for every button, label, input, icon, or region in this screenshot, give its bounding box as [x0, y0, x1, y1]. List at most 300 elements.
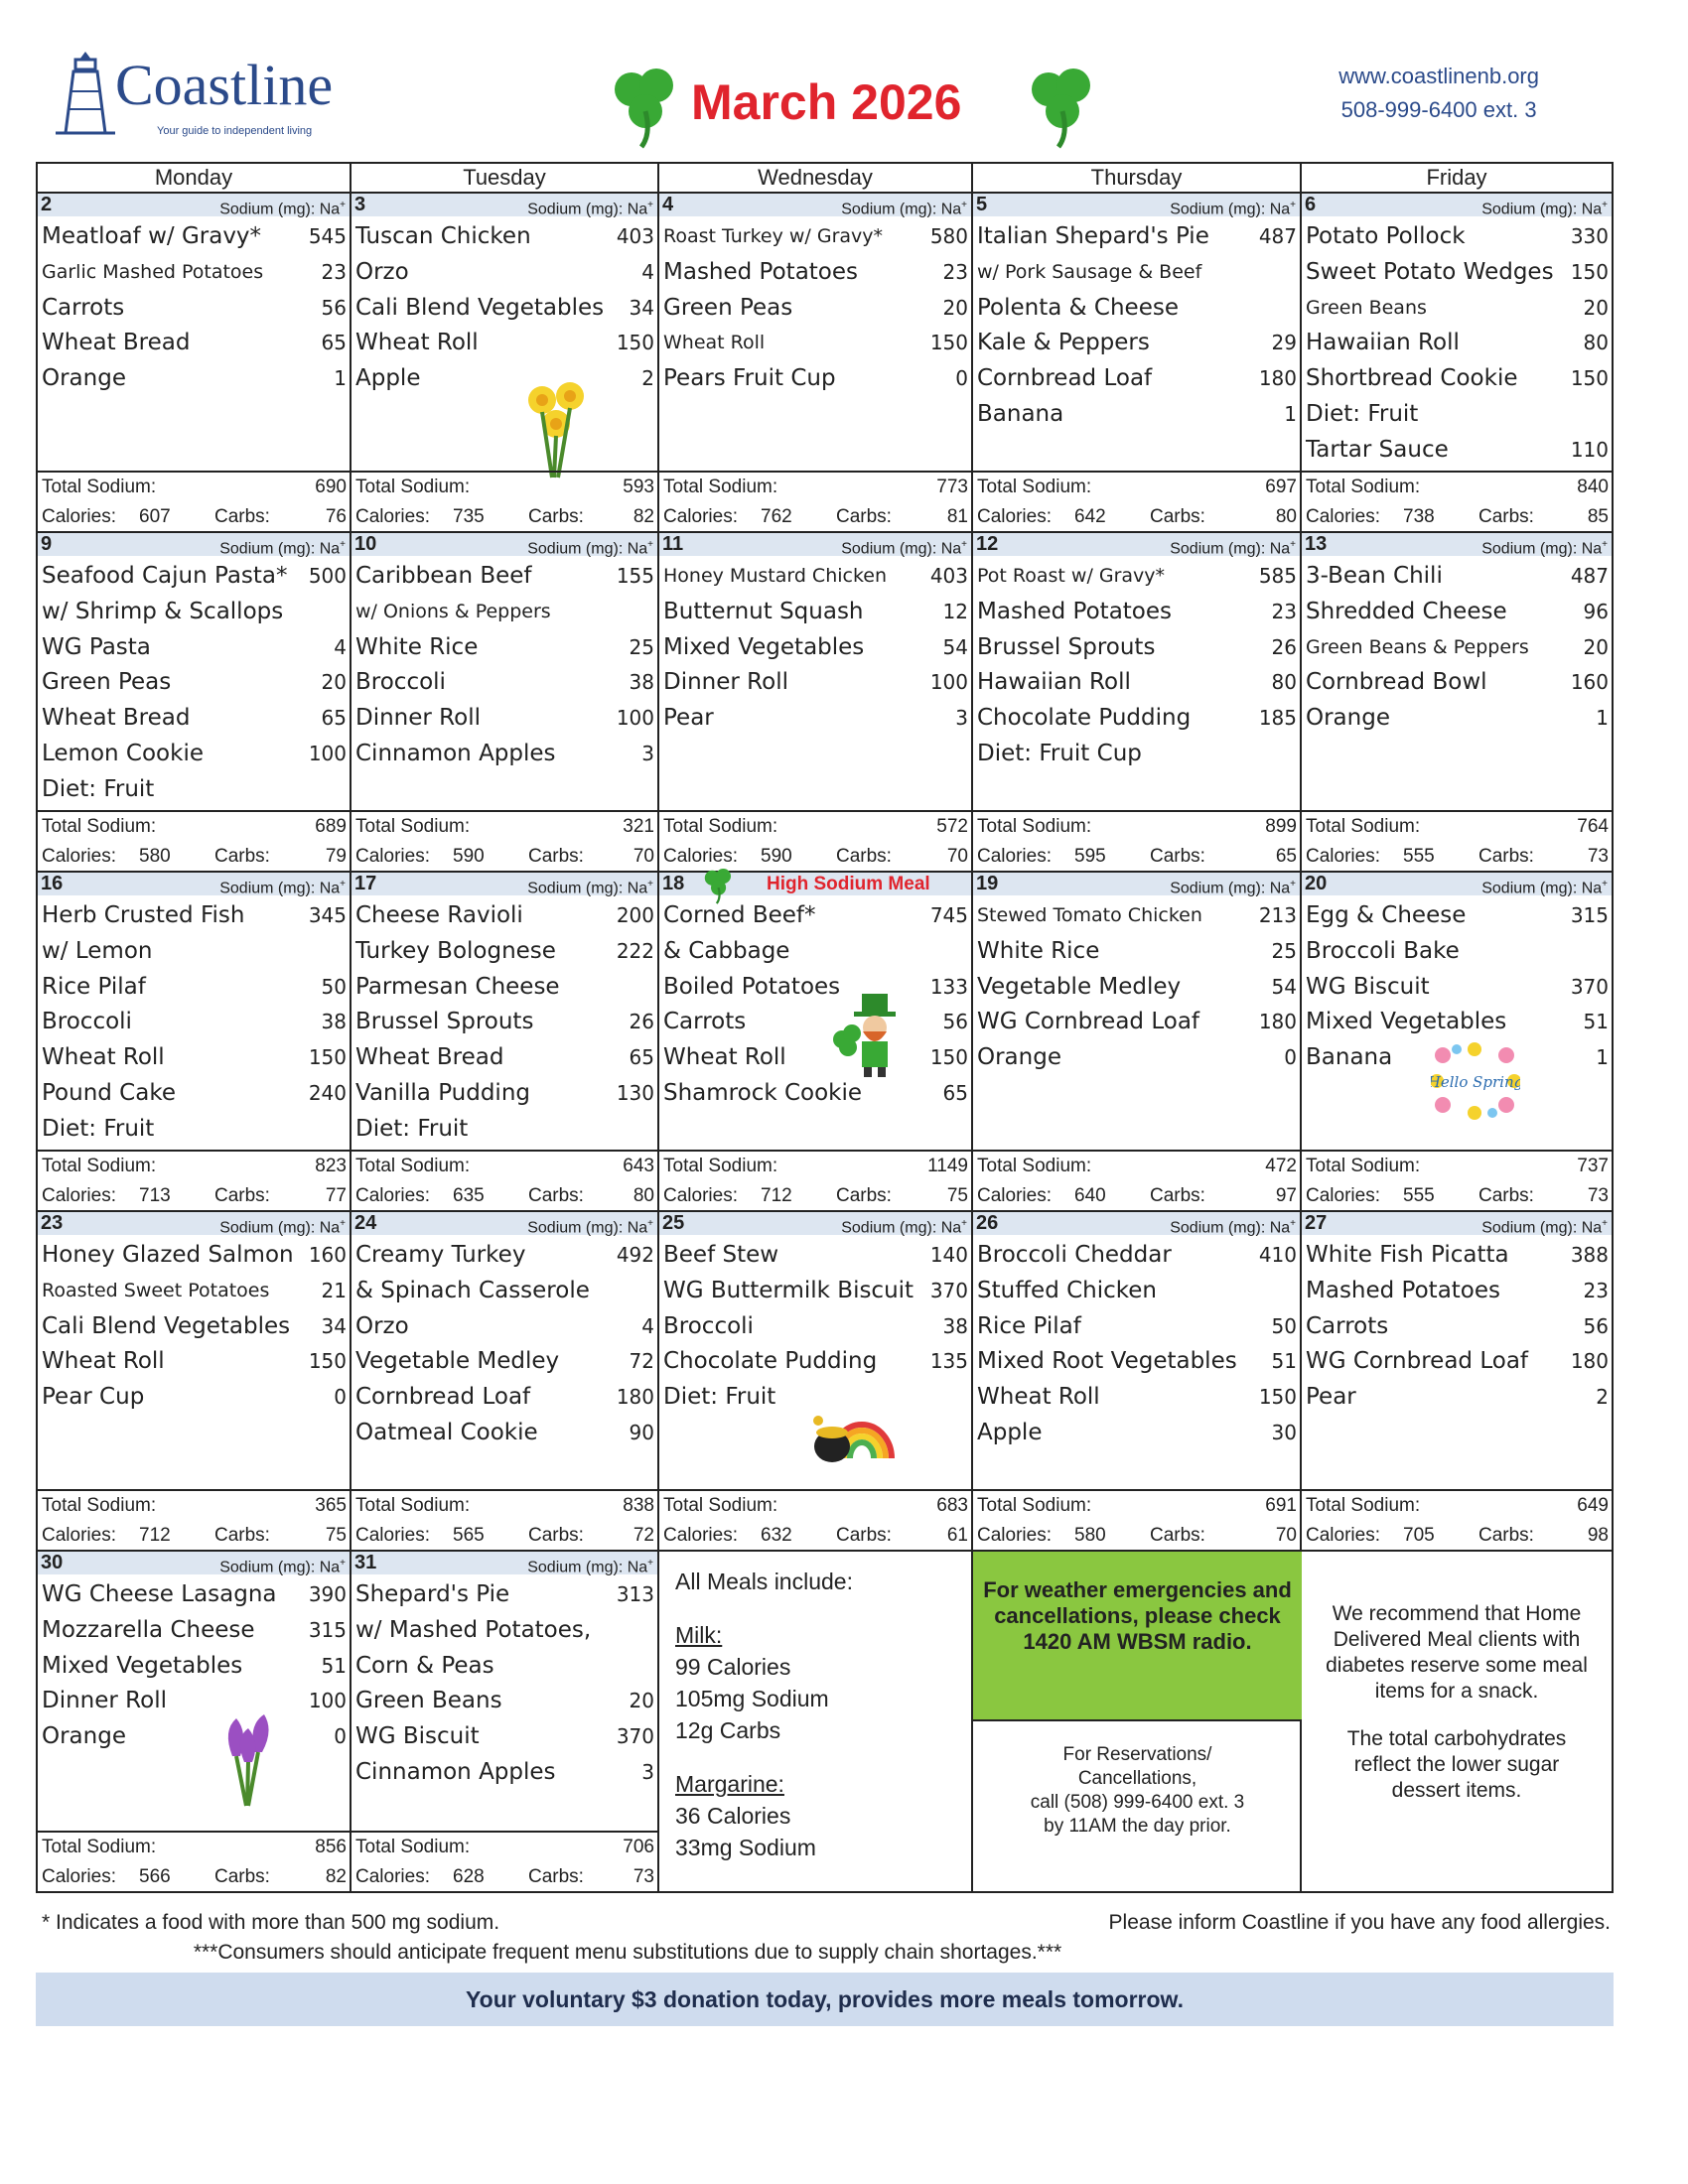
total-sodium-row — [659, 1152, 971, 1181]
menu-item — [659, 1238, 971, 1274]
total-sodium-row — [38, 1833, 350, 1862]
menu-item-name: Cornbread Loaf — [355, 1384, 531, 1411]
menu-item-name: Shredded Cheese — [1306, 598, 1507, 624]
menu-item — [352, 934, 657, 970]
week-row — [38, 533, 1612, 873]
sodium-value: 100 — [929, 670, 968, 695]
menu-item — [1302, 630, 1612, 666]
carbs-label: Carbs: — [528, 1866, 584, 1887]
menu-item-name: White Rice — [355, 633, 479, 660]
calories-value: 713 — [139, 1185, 171, 1206]
menu-item — [659, 1309, 971, 1345]
sodium-value: 100 — [308, 741, 347, 765]
menu-item — [973, 1040, 1300, 1076]
reservation-line: call (508) 999-6400 ext. 3 — [1030, 1792, 1245, 1813]
menu-item-name: Mixed Vegetables — [1306, 1009, 1507, 1035]
menu-item-name: Hawaiian Roll — [977, 669, 1131, 696]
meal-items — [973, 898, 1300, 1076]
menu-item-name: Beef Stew — [663, 1242, 779, 1268]
menu-item-name: Shepard's Pie — [355, 1581, 510, 1607]
margarine-line: 33mg Sodium — [675, 1835, 816, 1860]
day-totals — [38, 1489, 350, 1550]
sodium-value: 140 — [929, 1243, 968, 1267]
sodium-value: 0 — [334, 1724, 347, 1749]
day-cell — [973, 533, 1302, 871]
day-totals — [38, 810, 350, 871]
calories-value: 712 — [761, 1185, 792, 1206]
menu-item — [38, 291, 350, 327]
total-sodium-value: 321 — [623, 816, 654, 837]
sodium-value: 12 — [942, 599, 968, 623]
sodium-value: 50 — [321, 974, 347, 999]
carbs-label: Carbs: — [836, 1185, 892, 1206]
sodium-value: 150 — [1258, 1385, 1297, 1410]
sodium-value: 51 — [1583, 1010, 1609, 1034]
sodium-value: 200 — [616, 903, 654, 927]
sodium-value: 54 — [1271, 974, 1297, 999]
meal-items — [1302, 559, 1612, 737]
carbs-label: Carbs: — [1478, 1525, 1534, 1546]
day-totals — [973, 810, 1300, 871]
sodium-column-label: Sodium (mg): Na+ — [841, 539, 967, 558]
calories-carbs-row — [1302, 1521, 1612, 1551]
menu-item-name: Broccoli — [42, 1009, 132, 1035]
calories-value: 635 — [453, 1185, 485, 1206]
menu-item — [352, 1613, 657, 1649]
day-header — [659, 194, 971, 216]
menu-item-name: Hawaiian Roll — [1306, 330, 1460, 356]
sodium-value: 56 — [942, 1010, 968, 1034]
total-sodium-row — [1302, 1152, 1612, 1181]
day-header — [38, 194, 350, 216]
menu-item — [1302, 559, 1612, 595]
menu-item — [352, 1416, 657, 1451]
menu-item-name: Mixed Root Vegetables — [977, 1348, 1237, 1375]
total-sodium-value: 697 — [1265, 477, 1297, 497]
allergy-footnote: Please inform Coastline if you have any food allergies. — [1108, 1911, 1611, 1934]
menu-item — [352, 1684, 657, 1719]
sodium-value: 56 — [1583, 1313, 1609, 1338]
calories-label: Calories: — [42, 1185, 116, 1206]
sodium-value: 56 — [321, 295, 347, 320]
sodium-label-text: Sodium (mg): Na — [841, 1219, 962, 1237]
menu-item — [1302, 1274, 1612, 1309]
weekday-label: Tuesday — [352, 164, 659, 192]
meal-items — [1302, 219, 1612, 469]
menu-item — [973, 1238, 1300, 1274]
menu-item-name: w/ Onions & Peppers — [355, 600, 551, 622]
day-cell — [1302, 873, 1612, 1210]
menu-item — [38, 1076, 350, 1112]
menu-item — [352, 1380, 657, 1416]
menu-item — [352, 1238, 657, 1274]
menu-item-name: Cali Blend Vegetables — [355, 294, 605, 321]
menu-item — [973, 701, 1300, 737]
calories-value: 712 — [139, 1525, 171, 1546]
total-sodium-label: Total Sodium: — [355, 816, 471, 837]
sodium-value: 100 — [616, 706, 654, 731]
menu-item — [659, 665, 971, 701]
day-totals — [38, 1150, 350, 1210]
carbs-label: Carbs: — [528, 1185, 584, 1206]
menu-item — [659, 701, 971, 737]
menu-item-name: Mashed Potatoes — [1306, 1277, 1501, 1303]
total-sodium-row — [973, 1152, 1300, 1181]
sodium-value: 487 — [1570, 564, 1609, 588]
carbs-value: 73 — [1587, 1185, 1609, 1206]
sodium-value: 213 — [1258, 903, 1297, 927]
menu-item-name: Corn & Peas — [355, 1652, 494, 1679]
menu-item — [352, 1005, 657, 1040]
sodium-value: 2 — [1596, 1385, 1609, 1410]
total-sodium-label: Total Sodium: — [663, 477, 778, 497]
calories-value: 580 — [139, 846, 171, 867]
sodium-label-text: Sodium (mg): Na — [527, 1559, 648, 1576]
menu-item-name: Mashed Potatoes — [663, 258, 859, 285]
sodium-value: 0 — [955, 366, 968, 391]
meal-items — [659, 559, 971, 737]
calories-carbs-row — [1302, 502, 1612, 532]
menu-item-name: Orzo — [355, 1312, 409, 1339]
day-header — [659, 533, 971, 556]
total-sodium-label: Total Sodium: — [42, 816, 157, 837]
day-header — [659, 1212, 971, 1235]
day-number: 11 — [662, 533, 684, 555]
carbs-label: Carbs: — [1150, 1185, 1205, 1206]
menu-item — [1302, 701, 1612, 737]
menu-item-name: Apple — [977, 1419, 1043, 1445]
sodium-value: 110 — [1570, 437, 1609, 462]
day-number: 20 — [1305, 873, 1328, 894]
total-sodium-value: 838 — [623, 1495, 654, 1516]
day-totals — [659, 471, 971, 531]
sodium-value: 370 — [929, 1278, 968, 1302]
menu-item — [352, 737, 657, 772]
menu-item-name: Wheat Roll — [663, 332, 766, 354]
total-sodium-label: Total Sodium: — [42, 477, 157, 497]
calories-carbs-row — [659, 1521, 971, 1551]
carbs-value: 65 — [1275, 846, 1297, 867]
sodium-column-label: Sodium (mg): Na+ — [841, 200, 967, 218]
sodium-column-label: Sodium (mg): Na+ — [527, 539, 653, 558]
total-sodium-label: Total Sodium: — [1306, 477, 1421, 497]
day-header — [352, 1212, 657, 1235]
day-number: 23 — [41, 1212, 64, 1234]
sodium-value: 4 — [641, 259, 654, 284]
day-cell — [973, 873, 1302, 1210]
calories-carbs-row — [973, 842, 1300, 872]
menu-item — [973, 737, 1300, 772]
sodium-column-label: Sodium (mg): Na+ — [219, 539, 346, 558]
menu-item-name: Shortbread Cookie — [1306, 365, 1518, 392]
total-sodium-value: 856 — [315, 1837, 347, 1857]
menu-item — [973, 255, 1300, 291]
menu-item-name: Green Beans — [355, 1688, 502, 1714]
total-sodium-label: Total Sodium: — [1306, 1495, 1421, 1516]
menu-item-name: Chocolate Pudding — [663, 1348, 878, 1375]
sodium-label-text: Sodium (mg): Na — [527, 1219, 648, 1237]
day-header — [1302, 1212, 1612, 1235]
menu-item-name: Broccoli Cheddar — [977, 1242, 1172, 1268]
menu-item-name: Diet: Fruit — [355, 1115, 469, 1142]
menu-item-name: Cornbread Loaf — [977, 365, 1153, 392]
menu-item-name: Wheat Bread — [42, 705, 191, 732]
total-sodium-value: 1149 — [927, 1156, 968, 1176]
meal-items — [38, 898, 350, 1148]
menu-item-name: Wheat Roll — [663, 1044, 786, 1071]
menu-item — [1302, 433, 1612, 469]
menu-item — [38, 630, 350, 666]
sodium-value: 80 — [1583, 331, 1609, 355]
sodium-value: 23 — [1271, 599, 1297, 623]
sodium-value: 25 — [629, 634, 654, 659]
total-sodium-value: 773 — [936, 477, 968, 497]
menu-item — [352, 665, 657, 701]
sodium-column-label: Sodium (mg): Na+ — [527, 1218, 653, 1237]
calories-carbs-row — [38, 1862, 350, 1892]
menu-item — [38, 898, 350, 934]
menu-item — [38, 934, 350, 970]
total-sodium-label: Total Sodium: — [355, 1156, 471, 1176]
menu-item — [1302, 1380, 1612, 1416]
shamrock-icon — [602, 60, 691, 149]
crocus-icon — [205, 1710, 294, 1814]
calories-value: 738 — [1403, 506, 1435, 527]
hello-spring-text: Hello Spring — [1431, 1073, 1520, 1091]
sodium-value: 1 — [1596, 706, 1609, 731]
carbs-value: 75 — [325, 1525, 347, 1546]
menu-item-name: Dinner Roll — [355, 705, 481, 732]
day-cell — [973, 194, 1302, 531]
milk-label: Milk: — [675, 1622, 723, 1648]
meal-items — [973, 1238, 1300, 1451]
calories-label: Calories: — [355, 846, 430, 867]
carbs-value: 80 — [633, 1185, 654, 1206]
day-number: 19 — [976, 873, 999, 894]
info-cell — [659, 1552, 973, 1891]
sodium-label-text: Sodium (mg): Na — [219, 540, 341, 558]
menu-item-name: Cali Blend Vegetables — [42, 1312, 291, 1339]
carbs-label: Carbs: — [528, 1525, 584, 1546]
menu-item-name: Pears Fruit Cup — [663, 365, 836, 392]
day-number: 27 — [1305, 1212, 1328, 1234]
sodium-value: 487 — [1258, 224, 1297, 248]
day-cell — [352, 533, 659, 871]
menu-item-name: Green Beans & Peppers — [1306, 635, 1529, 658]
sodium-value: 150 — [1570, 259, 1609, 284]
day-totals — [659, 1150, 971, 1210]
day-totals — [659, 1489, 971, 1550]
menu-item-name: & Spinach Casserole — [355, 1277, 590, 1303]
menu-item — [1302, 1238, 1612, 1274]
calories-carbs-row — [352, 842, 657, 872]
menu-item — [352, 1076, 657, 1112]
menu-item-name: Roasted Sweet Potatoes — [42, 1279, 270, 1301]
menu-item-name: Polenta & Cheese — [977, 294, 1179, 321]
menu-item-name: Cinnamon Apples — [355, 1758, 556, 1785]
sodium-column-label: Sodium (mg): Na+ — [1170, 539, 1296, 558]
total-sodium-value: 593 — [623, 477, 654, 497]
menu-item-name: w/ Mashed Potatoes, — [355, 1616, 592, 1643]
carbs-value: 85 — [1587, 506, 1609, 527]
meal-includes-box — [659, 1552, 973, 1877]
sodium-column-label: Sodium (mg): Na+ — [219, 200, 346, 218]
day-number: 12 — [976, 533, 999, 555]
menu-item — [1302, 291, 1612, 327]
day-number: 13 — [1305, 533, 1328, 555]
sodium-value: 150 — [308, 1349, 347, 1374]
menu-item-name: Green Beans — [1306, 296, 1427, 319]
day-totals — [973, 1150, 1300, 1210]
menu-item — [973, 1005, 1300, 1040]
reservations-notice — [973, 1719, 1302, 1891]
meal-items — [352, 219, 657, 397]
meal-items — [38, 1577, 350, 1755]
sodium-value: 1 — [334, 366, 347, 391]
logo-name: Coastline — [115, 53, 334, 117]
menu-item — [659, 559, 971, 595]
menu-item — [973, 898, 1300, 934]
sodium-column-label: Sodium (mg): Na+ — [841, 1218, 967, 1237]
menu-item-name: Italian Shepard's Pie — [977, 223, 1209, 249]
sodium-value: 150 — [929, 1045, 968, 1070]
menu-item-name: Mixed Vegetables — [663, 633, 865, 660]
menu-item — [1302, 361, 1612, 397]
total-sodium-label: Total Sodium: — [977, 477, 1092, 497]
carbs-value: 70 — [946, 846, 968, 867]
sodium-column-label: Sodium (mg): Na+ — [1170, 1218, 1296, 1237]
calories-value: 590 — [453, 846, 485, 867]
menu-item-name: Stuffed Chicken — [977, 1277, 1158, 1303]
sodium-label-text: Sodium (mg): Na — [1481, 1219, 1603, 1237]
sodium-value: 34 — [629, 295, 654, 320]
menu-item-name: Pear — [663, 705, 714, 732]
carbs-label: Carbs: — [214, 1866, 270, 1887]
carbs-value: 77 — [325, 1185, 347, 1206]
meal-items — [1302, 1238, 1612, 1416]
sodium-value: 160 — [1570, 670, 1609, 695]
sodium-value: 0 — [334, 1385, 347, 1410]
calories-carbs-row — [973, 502, 1300, 532]
menu-item — [973, 1380, 1300, 1416]
sodium-column-label: Sodium (mg): Na+ — [219, 1558, 346, 1576]
day-totals — [352, 1831, 657, 1891]
menu-item — [659, 630, 971, 666]
menu-item — [352, 970, 657, 1006]
day-header — [352, 533, 657, 556]
calories-value: 642 — [1074, 506, 1106, 527]
menu-item — [38, 1112, 350, 1148]
menu-item-name: Mashed Potatoes — [977, 598, 1173, 624]
week-row — [38, 873, 1612, 1212]
sodium-value: 585 — [1258, 564, 1297, 588]
sodium-label-text: Sodium (mg): Na — [1481, 540, 1603, 558]
menu-item-name: Rice Pilaf — [977, 1312, 1081, 1339]
day-number: 17 — [354, 873, 377, 894]
calories-value: 735 — [453, 506, 485, 527]
weekday-label: Wednesday — [659, 164, 973, 192]
menu-item — [38, 1344, 350, 1380]
milk-line: 12g Carbs — [675, 1717, 781, 1743]
menu-item — [659, 970, 971, 1006]
day-cell — [352, 1552, 659, 1891]
menu-item-name: Cornbread Bowl — [1306, 669, 1487, 696]
menu-item-name: Dinner Roll — [42, 1688, 167, 1714]
calories-label: Calories: — [1306, 846, 1380, 867]
calories-value: 565 — [453, 1525, 485, 1546]
menu-item-name: Sweet Potato Wedges — [1306, 258, 1554, 285]
total-sodium-row — [973, 812, 1300, 842]
week-row — [38, 1552, 1612, 1891]
sodium-value: 155 — [616, 564, 654, 588]
menu-item-name: Kale & Peppers — [977, 330, 1150, 356]
menu-item-name: Apple — [355, 365, 421, 392]
meal-items — [659, 898, 971, 1112]
menu-item-name: Butternut Squash — [663, 598, 864, 624]
sodium-value: 345 — [308, 903, 347, 927]
menu-item-name: Oatmeal Cookie — [355, 1419, 538, 1445]
day-cell — [973, 1212, 1302, 1550]
substitution-footnote: ***Consumers should anticipate frequent menu substitutions due to supply chain shortages.*** — [193, 1941, 1062, 1964]
day-cell — [38, 533, 352, 871]
menu-item-name: WG Cornbread Loaf — [977, 1009, 1200, 1035]
total-sodium-row — [352, 1152, 657, 1181]
carbs-label: Carbs: — [1150, 846, 1205, 867]
menu-item-name: Orange — [42, 1723, 126, 1750]
website-link[interactable]: www.coastlinenb.org — [1338, 64, 1539, 88]
menu-item-name: Cheese Ravioli — [355, 902, 523, 928]
menu-item-name: Orange — [977, 1044, 1061, 1071]
sodium-value: 90 — [629, 1420, 654, 1444]
sodium-value: 545 — [308, 224, 347, 248]
sodium-value: 50 — [1271, 1313, 1297, 1338]
day-number: 25 — [662, 1212, 685, 1234]
carbs-label: Carbs: — [528, 506, 584, 527]
high-sodium-label: High Sodium Meal — [767, 874, 930, 894]
menu-item — [352, 1577, 657, 1613]
menu-item-name: w/ Shrimp & Scallops — [42, 598, 284, 624]
meal-items — [973, 219, 1300, 433]
menu-item-name: Tuscan Chicken — [355, 223, 531, 249]
menu-item — [659, 898, 971, 934]
menu-item-name: Banana — [977, 400, 1064, 427]
calories-label: Calories: — [1306, 1185, 1380, 1206]
calories-carbs-row — [38, 502, 350, 532]
day-totals — [352, 810, 657, 871]
carbs-value: 70 — [1275, 1525, 1297, 1546]
sodium-value: 20 — [1583, 295, 1609, 320]
menu-item-name: Egg & Cheese — [1306, 902, 1467, 928]
menu-item-name: Diet: Fruit — [42, 775, 155, 802]
sodium-value: 4 — [334, 634, 347, 659]
sodium-column-label: Sodium (mg): Na+ — [1481, 200, 1608, 218]
sodium-value: 26 — [629, 1010, 654, 1034]
day-header — [973, 1212, 1300, 1235]
carbs-label: Carbs: — [836, 1525, 892, 1546]
sodium-label-text: Sodium (mg): Na — [527, 201, 648, 218]
calories-label: Calories: — [355, 1866, 430, 1887]
calories-label: Calories: — [663, 1525, 738, 1546]
sodium-value: 492 — [616, 1243, 654, 1267]
menu-item — [352, 1309, 657, 1345]
menu-item — [1302, 665, 1612, 701]
day-number: 16 — [41, 873, 64, 894]
sodium-value: 180 — [1570, 1349, 1609, 1374]
milk-line: 99 Calories — [675, 1654, 791, 1680]
menu-item-name: w/ Pork Sausage & Beef — [977, 260, 1202, 283]
sodium-column-label: Sodium (mg): Na+ — [1481, 539, 1608, 558]
menu-item-name: Shamrock Cookie — [663, 1079, 863, 1106]
